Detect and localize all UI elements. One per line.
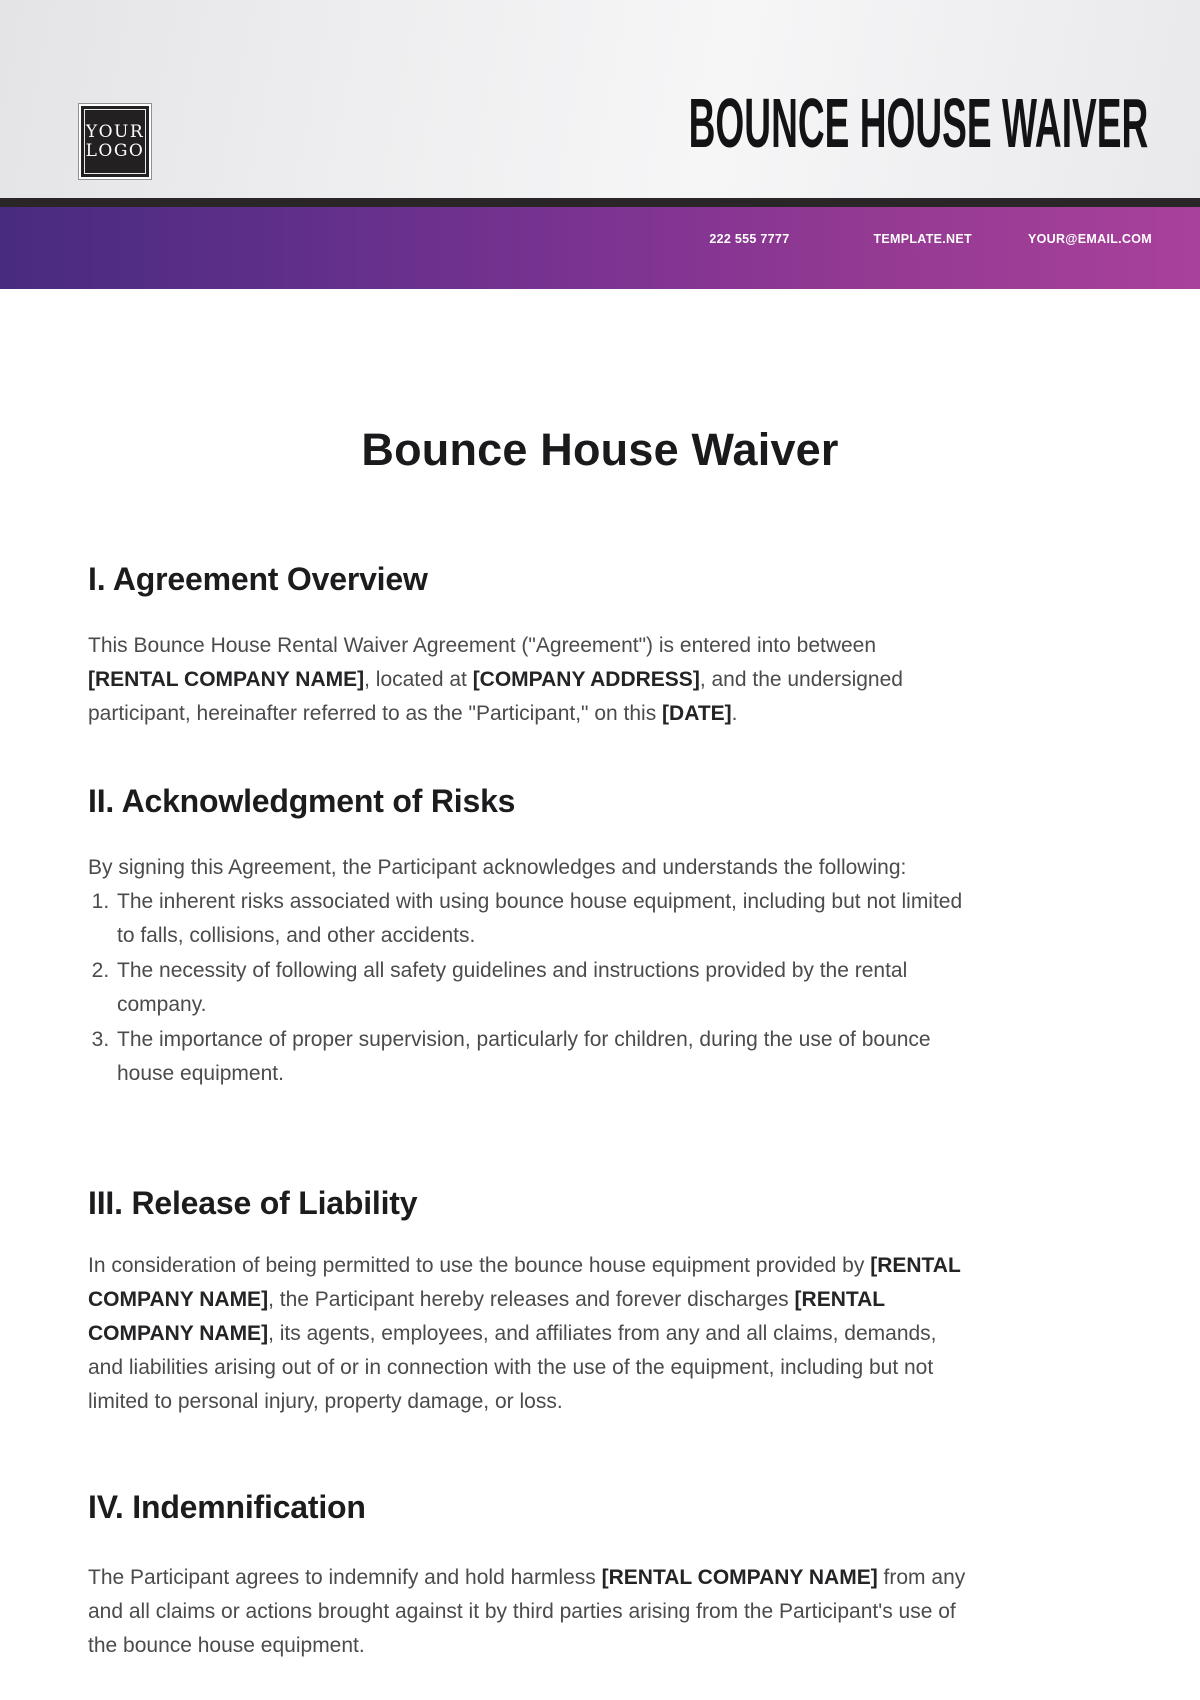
- section-paragraph: In consideration of being permitted to use the bounce house equipment provided by [RENTAL COMPANY NAME], the Participant hereby releases and forever discharges [RENTAL COMPANY NAME], its agents, employees, and affiliates from any and all claims, demands, and liabilities arising out of or in connection with the use of the equipment, including but not limited to personal injury, property damage, or loss.: [88, 1254, 961, 1413]
- placeholder-field: [RENTAL COMPANY NAME]: [88, 1288, 885, 1345]
- logo-text-line1: YOUR: [85, 121, 145, 142]
- section-heading: II. Acknowledgment of Risks: [88, 783, 516, 819]
- masthead: [0, 0, 1200, 198]
- section-paragraph: This Bounce House Rental Waiver Agreement ("Agreement") is entered into between [RENTAL COMPANY NAME], located at [COMPANY ADDRESS], and the undersigned participant, hereinafter referred to as the "Participant," on this [DATE].: [88, 634, 903, 725]
- placeholder-field: [RENTAL COMPANY NAME]: [88, 1254, 961, 1311]
- contact-email: YOUR@EMAIL.COM: [1027, 232, 1152, 246]
- contact-phone: 222 555 7777: [709, 232, 790, 246]
- list-item: 3. The importance of proper supervision, particularly for children, during the use of bounce house equipment.: [115, 1023, 968, 1091]
- document-body: [0, 559, 968, 1663]
- section-heading: I. Agreement Overview: [88, 561, 428, 597]
- document-section: [88, 1183, 968, 1419]
- logo-inner-frame: [81, 106, 149, 177]
- document-main: [0, 425, 1200, 1663]
- section-heading: IV. Indemnification: [88, 1489, 366, 1525]
- placeholder-field: [RENTAL COMPANY NAME]: [601, 1566, 878, 1589]
- placeholder-field: [RENTAL COMPANY NAME]: [88, 668, 365, 691]
- contact-website: TEMPLATE.NET: [873, 232, 972, 246]
- list-item: 1. The inherent risks associated with using bounce house equipment, including but not limited to falls, collisions, and other accidents.: [115, 885, 968, 953]
- contact-bar: [0, 207, 1200, 289]
- banner-title: BOUNCE HOUSE WAIVER: [688, 84, 1148, 162]
- document-title: Bounce House Waiver: [361, 424, 839, 475]
- document-section: [88, 781, 968, 1091]
- company-logo: [78, 103, 152, 180]
- divider-strip: [0, 198, 1200, 207]
- document-section: [88, 559, 968, 731]
- numbered-list: [88, 885, 968, 1091]
- logo-text-line2: LOGO: [85, 140, 145, 161]
- section-heading: III. Release of Liability: [88, 1185, 418, 1221]
- document-section: [88, 1487, 968, 1663]
- section-paragraph: The Participant agrees to indemnify and hold harmless [RENTAL COMPANY NAME] from any and all claims or actions brought against it by third parties arising from the Participant's use of the bounce house equipment.: [88, 1566, 966, 1657]
- list-item: 2. The necessity of following all safety guidelines and instructions provided by the rental company.: [115, 954, 968, 1022]
- placeholder-field: [COMPANY ADDRESS]: [472, 668, 700, 691]
- placeholder-field: [DATE]: [662, 702, 732, 725]
- section-paragraph: By signing this Agreement, the Participant acknowledges and understands the following:: [88, 856, 907, 879]
